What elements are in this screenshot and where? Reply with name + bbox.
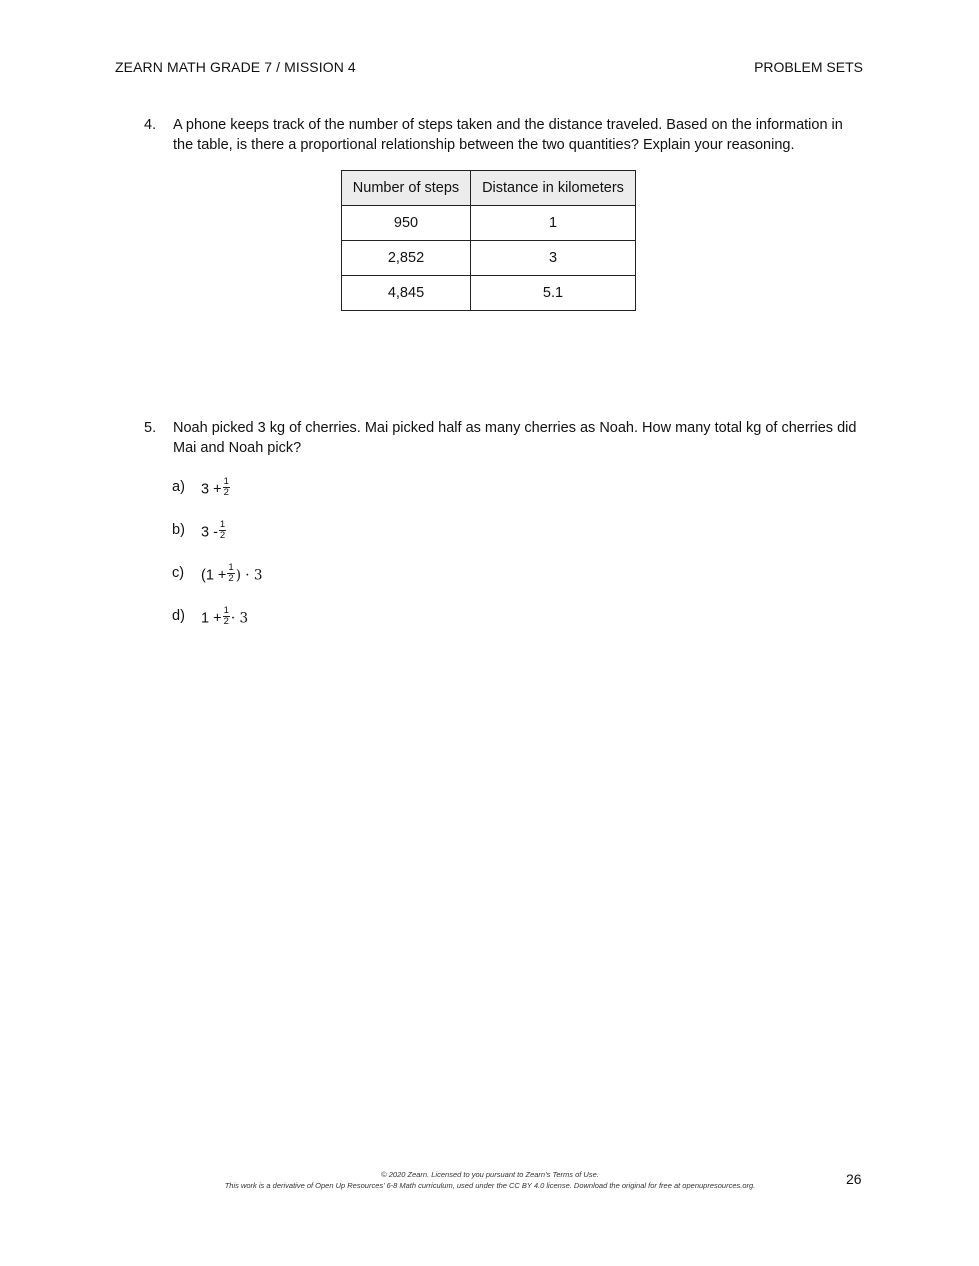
question-number: 5. <box>144 420 157 436</box>
choice-expression <box>201 519 227 543</box>
choice-label: b) <box>172 522 185 538</box>
steps-distance-table <box>341 170 636 311</box>
fraction <box>223 606 230 627</box>
table-cell: 3 <box>471 241 636 276</box>
fraction <box>227 563 234 584</box>
choice-label: a) <box>172 479 185 495</box>
page-header-title: ZEARN MATH GRADE 7 / MISSION 4 <box>115 59 356 75</box>
page-header-section: PROBLEM SETS <box>754 59 863 75</box>
footer-attribution: This work is a derivative of Open Up Resources’ 6-8 Math curriculum, used under the CC BY 4.0 license. Download the original for free at openupresources.org. <box>224 1181 756 1190</box>
choice-label: c) <box>172 565 185 581</box>
table-cell: 2,852 <box>342 241 471 276</box>
choice-expression <box>201 476 231 500</box>
fraction-numerator: 1 <box>223 605 229 616</box>
table-row <box>342 276 636 311</box>
table-cell: 5.1 <box>471 276 636 311</box>
table-row <box>342 206 636 241</box>
question-text: A phone keeps track of the number of steps taken and the distance traveled. Based on the information in the table, is there a proportional relationship between the two quantities? Explain your reasoning. <box>173 117 843 153</box>
fraction-denominator: 2 <box>223 487 229 498</box>
expr-pre: 1 + <box>201 610 222 627</box>
fraction-numerator: 1 <box>219 519 226 530</box>
table-row <box>342 241 636 276</box>
table-cell: 1 <box>471 206 636 241</box>
question-text: Noah picked 3 kg of cherries. Mai picked half as many cherries as Noah. How many total kg of cherries did Mai and Noah pick? <box>173 420 857 456</box>
expr-post: · 3 <box>230 610 249 627</box>
fraction <box>223 477 230 498</box>
footer-copyright: © 2020 Zearn. Licensed to you pursuant to Zearn’s Terms of Use. <box>381 1170 599 1179</box>
expr-pre: (1 + <box>201 567 227 584</box>
table-header-distance: Distance in kilometers <box>471 171 636 206</box>
expr-pre: 3 + <box>201 481 222 498</box>
table-header-steps: Number of steps <box>342 171 471 206</box>
page-number: 26 <box>846 1171 862 1187</box>
fraction-numerator: 1 <box>223 476 229 487</box>
footer-license <box>160 1169 820 1191</box>
question-number: 4. <box>144 117 157 133</box>
fraction-numerator: 1 <box>228 562 234 573</box>
choice-expression <box>201 562 263 586</box>
fraction-denominator: 2 <box>223 616 229 627</box>
fraction-denominator: 2 <box>219 530 226 541</box>
table-header-row <box>342 171 636 206</box>
fraction <box>219 520 226 541</box>
table-cell: 4,845 <box>342 276 471 311</box>
choice-label: d) <box>172 608 185 624</box>
expr-pre: 3 - <box>201 524 218 541</box>
choice-expression <box>201 605 249 629</box>
fraction-denominator: 2 <box>228 573 234 584</box>
expr-post: ) · 3 <box>235 567 263 584</box>
table-cell: 950 <box>342 206 471 241</box>
